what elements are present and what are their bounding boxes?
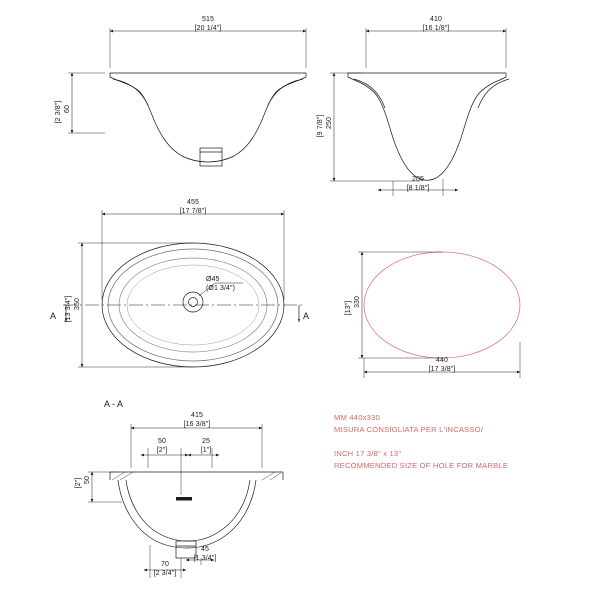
dim-plan-length-mm: 455	[187, 199, 199, 206]
dim-section-base-left-mm: 70	[161, 561, 169, 568]
dim-side-height-mm: 250	[326, 117, 333, 129]
dim-drain-diameter-mm: Ø45	[206, 276, 220, 283]
dim-side-top-width-inch: [16 1/8"]	[422, 25, 450, 32]
note-line-2: MISURA CONSIGLIATA PER L'INCASSO/	[334, 425, 484, 434]
dim-front-height-inch: [2 3/8"]	[55, 100, 62, 124]
dim-section-offset-right-inch: [1"]	[200, 447, 212, 454]
dim-cutout-width-inch: [13"]	[345, 300, 352, 316]
section-mark-a-left: A	[50, 311, 57, 321]
dim-drain-diameter-inch: (Ø1 3/4")	[206, 285, 236, 292]
dim-section-base-left-inch: [2 3/4"]	[153, 570, 177, 577]
dim-section-overall-inch: [16 3/8"]	[183, 421, 211, 428]
view-plan	[63, 210, 302, 367]
dim-cutout-length-mm: 440	[436, 357, 448, 364]
section-title-a-a: A - A	[104, 399, 124, 409]
dim-front-top-width-inch: [20 1/4"]	[194, 25, 222, 32]
dim-plan-width-mm: 350	[74, 298, 81, 310]
dim-section-rim-height-mm: 50	[84, 476, 91, 484]
view-front-elevation	[68, 28, 306, 166]
dim-cutout-width-mm: 330	[354, 296, 361, 308]
dim-section-offset-right-mm: 25	[202, 438, 210, 445]
dim-section-overall-mm: 415	[191, 412, 203, 419]
dim-cutout-length-inch: [17 3/8"]	[428, 366, 456, 373]
dim-section-offset-left-mm: 50	[158, 438, 166, 445]
note-line-1: MM 440x330	[334, 413, 380, 422]
dim-section-rim-height-inch: [2"]	[75, 477, 82, 489]
dim-side-base-mm: 205	[412, 176, 424, 183]
dim-side-height-inch: [9 7/8"]	[317, 114, 324, 138]
dim-plan-width-inch: [13 3/4"]	[65, 295, 72, 323]
dim-front-height-mm: 60	[64, 105, 71, 113]
dim-section-offset-left-inch: [2"]	[156, 447, 168, 454]
dim-plan-length-inch: [17 7/8"]	[179, 208, 207, 215]
note-line-3: INCH 17 3/8" x 13"	[334, 449, 402, 458]
dim-section-base-right-mm: 45	[201, 546, 209, 553]
dim-side-base-inch: [8 1/8"]	[406, 185, 430, 192]
dim-front-top-width-mm: 515	[202, 16, 214, 23]
note-line-4: RECOMMENDED SIZE OF HOLE FOR MARBLE	[334, 461, 509, 470]
section-mark-a-right: A	[303, 311, 310, 321]
view-side-elevation	[330, 28, 509, 196]
dim-side-top-width-mm: 410	[430, 16, 442, 23]
dim-section-base-right-inch: [1 3/4"]	[193, 555, 217, 562]
